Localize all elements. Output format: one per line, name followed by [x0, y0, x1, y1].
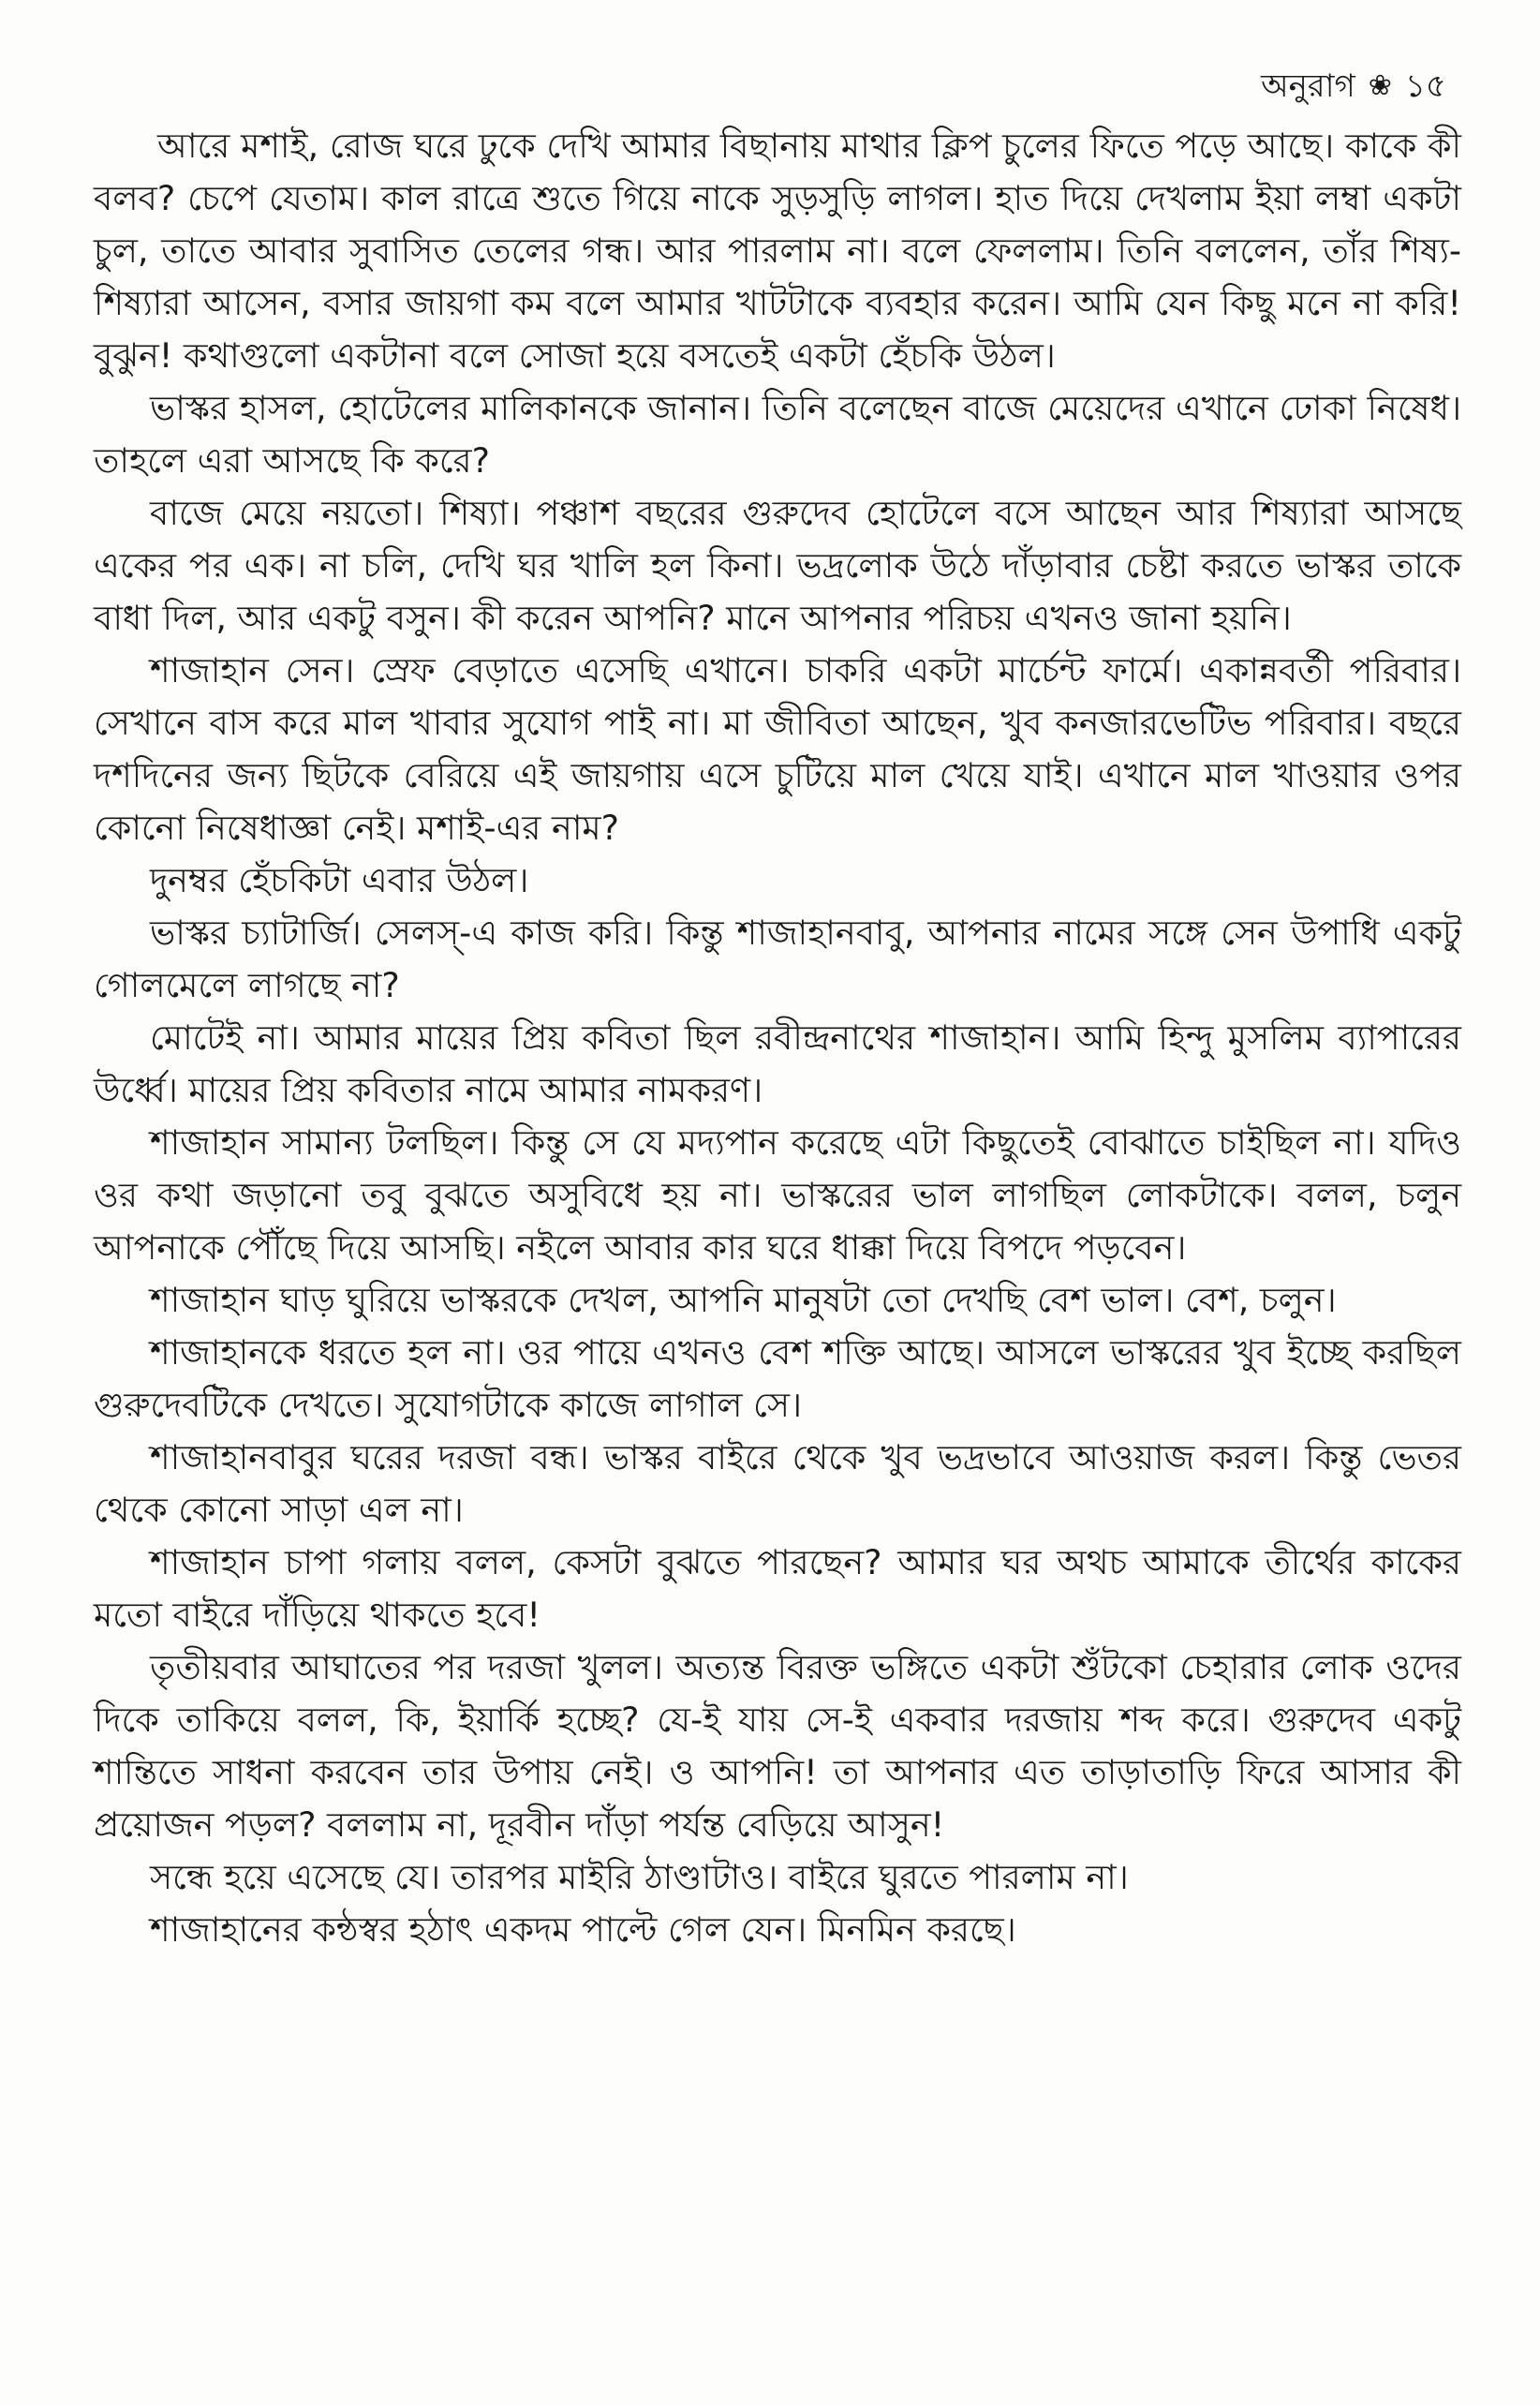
paragraph-9: শাজাহান ঘাড় ঘুরিয়ে ভাস্করকে দেখল, আপনি মানুষটা তো দেখছি বেশ ভাল। বেশ, চলুন। [150, 1280, 1337, 1320]
paragraph-4: শাজাহান সেন। স্রেফ বেড়াতে এসেছি এখানে। চাকরি একটা মার্চেন্ট ফার্মে। একান্নবর্তী পরিবার। সেখানে বাস করে মাল খাবার সুযোগ পাই না। মা জীবিতা আছেন, খুব কনজারভেটিভ পরিবার। বছরে দশদিনের জন্য ছিটকে বেরিয়ে এই জায়গায় এসে চুটিয়ে মাল খেয়ে যাই। এখানে মাল খাওয়ার ওপর কোনো নিষেধাজ্ঞা নেই। মশাই-এর নাম? [94, 650, 1461, 848]
paragraph-1: আরে মশাই, রোজ ঘরে ঢুকে দেখি আমার বিছানায় মাথার ক্লিপ চুলের ফিতে পড়ে আছে। কাকে কী বলব? চেপে যেতাম। কাল রাত্রে শুতে গিয়ে নাকে সুড়সুড়ি লাগল। হাত দিয়ে দেখলাম ইয়া লম্বা একটা চুল, তাতে আবার সুবাসিত তেলের গন্ধ। আর পারলাম না। বলে ফেললাম। তিনি বললেন, তাঁর শিষ্য-শিষ্যারা আসেন, বসার জায়গা কম বলে আমার খাটটাকে ব্যবহার করেন। আমি যেন কিছু মনে না করি! বুঝুন! কথাগুলো একটানা বলে সোজা হয়ে বসতেই একটা হেঁচকি উঠল। [94, 126, 1461, 376]
paragraph-13: তৃতীয়বার আঘাতের পর দরজা খুলল। অত্যন্ত বিরক্ত ভঙ্গিতে একটা শুঁটকো চেহারার লোক ওদের দিকে তাকিয়ে বলল, কি, ইয়ার্কি হচ্ছে? যে-ই যায় সে-ই একবার দরজায় শব্দ করে। গুরুদেব একটু শান্তিতে সাধনা করবেন তার উপায় নেই। ও আপনি! তা আপনার এত তাড়াতাড়ি ফিরে আসার কী প্রয়োজন পড়ল? বললাম না, দূরবীন দাঁড়া পর্যন্ত বেড়িয়ে আসুন! [94, 1647, 1461, 1845]
paragraph-15: শাজাহানের কন্ঠস্বর হঠাৎ একদম পাল্টে গেল যেন। মিনমিন করছে। [150, 1909, 1016, 1950]
running-header [1261, 67, 1446, 105]
running-title: অনুরাগ [1261, 67, 1355, 105]
page-number: ১৫ [1404, 67, 1446, 105]
paragraph-5: দুনম্বর হেঁচকিটা এবার উঠল। [150, 860, 529, 900]
body-text [94, 120, 1461, 1956]
paragraph-12: শাজাহান চাপা গলায় বলল, কেসটা বুঝতে পারছেন? আমার ঘর অথচ আমাকে তীর্থের কাকের মতো বাইরে দাঁড়িয়ে থাকতে হবে! [94, 1542, 1461, 1635]
paragraph-2: ভাস্কর হাসল, হোটেলের মালিকানকে জানান। তিনি বলেছেন বাজে মেয়েদের এখানে ঢোকা নিষেধ। তাহলে এরা আসছে কি করে? [94, 388, 1461, 481]
flower-ornament-icon: ❀ [1368, 69, 1392, 102]
paragraph-10: শাজাহানকে ধরতে হল না। ওর পায়ে এখনও বেশ শক্তি আছে। আসলে ভাস্করের খুব ইচ্ছে করছিল গুরুদেবটিকে দেখতে। সুযোগটাকে কাজে লাগাল সে। [94, 1332, 1461, 1425]
paragraph-7: মোটেই না। আমার মায়ের প্রিয় কবিতা ছিল রবীন্দ্রনাথের শাজাহান। আমি হিন্দু মুসলিম ব্যাপারের উর্ধ্বে। মায়ের প্রিয় কবিতার নামে আমার নামকরণ। [94, 1017, 1461, 1110]
paragraph-14: সন্ধে হয়ে এসেছে যে। তারপর মাইরি ঠাণ্ডাটাও। বাইরে ঘুরতে পারলাম না। [150, 1857, 1129, 1897]
paragraph-8: শাজাহান সামান্য টলছিল। কিন্তু সে যে মদ্যপান করেছে এটা কিছুতেই বোঝাতে চাইছিল না। যদিও ওর কথা জড়ানো তবু বুঝতে অসুবিধে হয় না। ভাস্করের ভাল লাগছিল লোকটাকে। বলল, চলুন আপনাকে পৌঁছে দিয়ে আসছি। নইলে আবার কার ঘরে ধাক্কা দিয়ে বিপদে পড়বেন। [94, 1122, 1461, 1268]
paragraph-3: বাজে মেয়ে নয়তো। শিষ্যা। পঞ্চাশ বছরের গুরুদেব হোটেলে বসে আছেন আর শিষ্যারা আসছে একের পর এক। না চলি, দেখি ঘর খালি হল কিনা। ভদ্রলোক উঠে দাঁড়াবার চেষ্টা করতে ভাস্কর তাকে বাধা দিল, আর একটু বসুন। কী করেন আপনি? মানে আপনার পরিচয় এখনও জানা হয়নি। [94, 493, 1461, 638]
paragraph-6: ভাস্কর চ্যাটার্জি। সেলস্-এ কাজ করি। কিন্তু শাজাহানবাবু, আপনার নামের সঙ্গে সেন উপাধি একটু গোলমেলে লাগছে না? [94, 913, 1461, 1005]
paragraph-11: শাজাহানবাবুর ঘরের দরজা বন্ধ। ভাস্কর বাইরে থেকে খুব ভদ্রভাবে আওয়াজ করল। কিন্তু ভেতর থেকে কোনো সাড়া এল না। [94, 1437, 1461, 1530]
